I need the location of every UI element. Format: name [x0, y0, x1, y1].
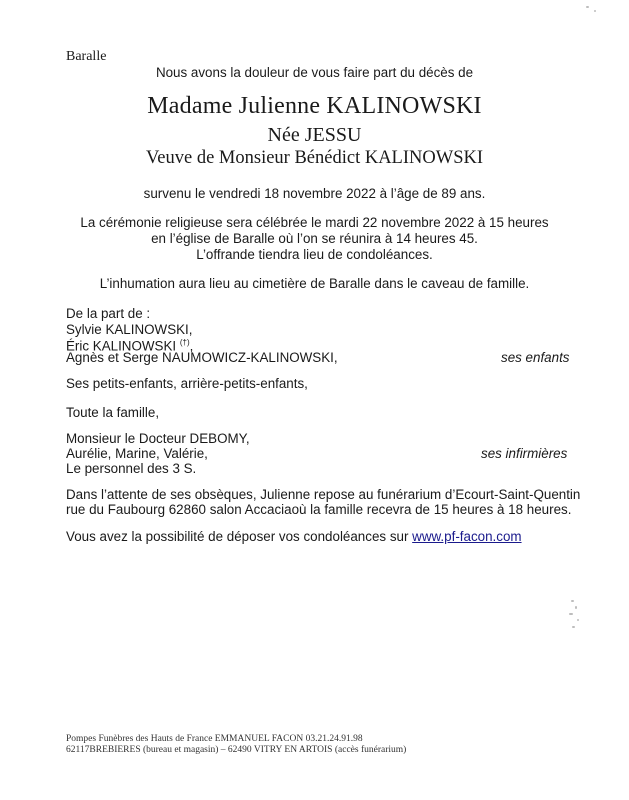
burial-line: L’inhumation aura lieu au cimetière de Baralle dans le caveau de famille. [99, 276, 530, 291]
scan-speck [575, 606, 577, 609]
footer-line-2: 62117BREBIERES (bureau et magasin) – 62490 VITRY EN ARTOIS (accès funérarium) [66, 745, 407, 755]
deceased-name: Madame Julienne KALINOWSKI [147, 93, 482, 119]
scan-speck [571, 600, 574, 602]
from-label: De la part de : [66, 306, 151, 321]
condolences-link[interactable]: www.pf-facon.com [412, 529, 522, 544]
condolences-text: Vous avez la possibilité de déposer vos condoléances sur [66, 529, 409, 544]
child-name: Sylvie KALINOWSKI, [66, 322, 193, 337]
intro-line: Nous avons la douleur de vous faire part du décès de [155, 65, 474, 80]
children-role: ses enfants [501, 350, 570, 365]
nurses-role: ses infirmières [481, 446, 568, 461]
ceremony-line-1: La cérémonie religieuse sera célébrée le mardi 22 novembre 2022 à 15 heures [80, 215, 549, 230]
scan-speck [594, 10, 596, 12]
scan-speck [577, 619, 579, 621]
scan-speck [569, 613, 573, 615]
grandchildren-line: Ses petits-enfants, arrière-petits-enfants, [66, 376, 308, 391]
nurse-name: Le personnel des 3 S. [66, 461, 197, 476]
whole-family-line: Toute la famille, [66, 405, 160, 420]
child-name-text: Éric KALINOWSKI [66, 338, 177, 354]
maiden-name: Née JESSU [267, 124, 362, 146]
nurse-name: Aurélie, Marine, Valérie, [66, 446, 208, 461]
footer-line-1: Pompes Funèbres des Hauts de France EMMANUEL FACON 03.21.24.91.98 [66, 734, 363, 744]
ceremony-line-3: L’offrande tiendra lieu de condoléances. [196, 247, 433, 262]
ceremony-line-2: en l’église de Baralle où l’on se réunira à 14 heures 45. [151, 231, 478, 246]
scan-speck [586, 6, 589, 8]
deceased-marker: (†) [179, 338, 190, 347]
rest-line-2: rue du Faubourg 62860 salon Accaciaoù la famille recevra de 15 heures à 18 heures. [66, 502, 572, 517]
child-name: Agnès et Serge NAUMOWICZ-KALINOWSKI, [66, 350, 338, 365]
scan-speck [572, 626, 575, 628]
rest-line-1: Dans l’attente de ses obsèques, Julienne repose au funérarium d’Ecourt-Saint-Quentin [66, 487, 581, 502]
nurse-name: Monsieur le Docteur DEBOMY, [66, 431, 250, 446]
village-name: Baralle [66, 49, 107, 64]
trailing-comma: , [189, 338, 194, 354]
widow-line: Veuve de Monsieur Bénédict KALINOWSKI [145, 148, 484, 168]
death-date-line: survenu le vendredi 18 novembre 2022 à l’âge de 89 ans. [143, 186, 486, 201]
condolences-line [66, 529, 522, 544]
